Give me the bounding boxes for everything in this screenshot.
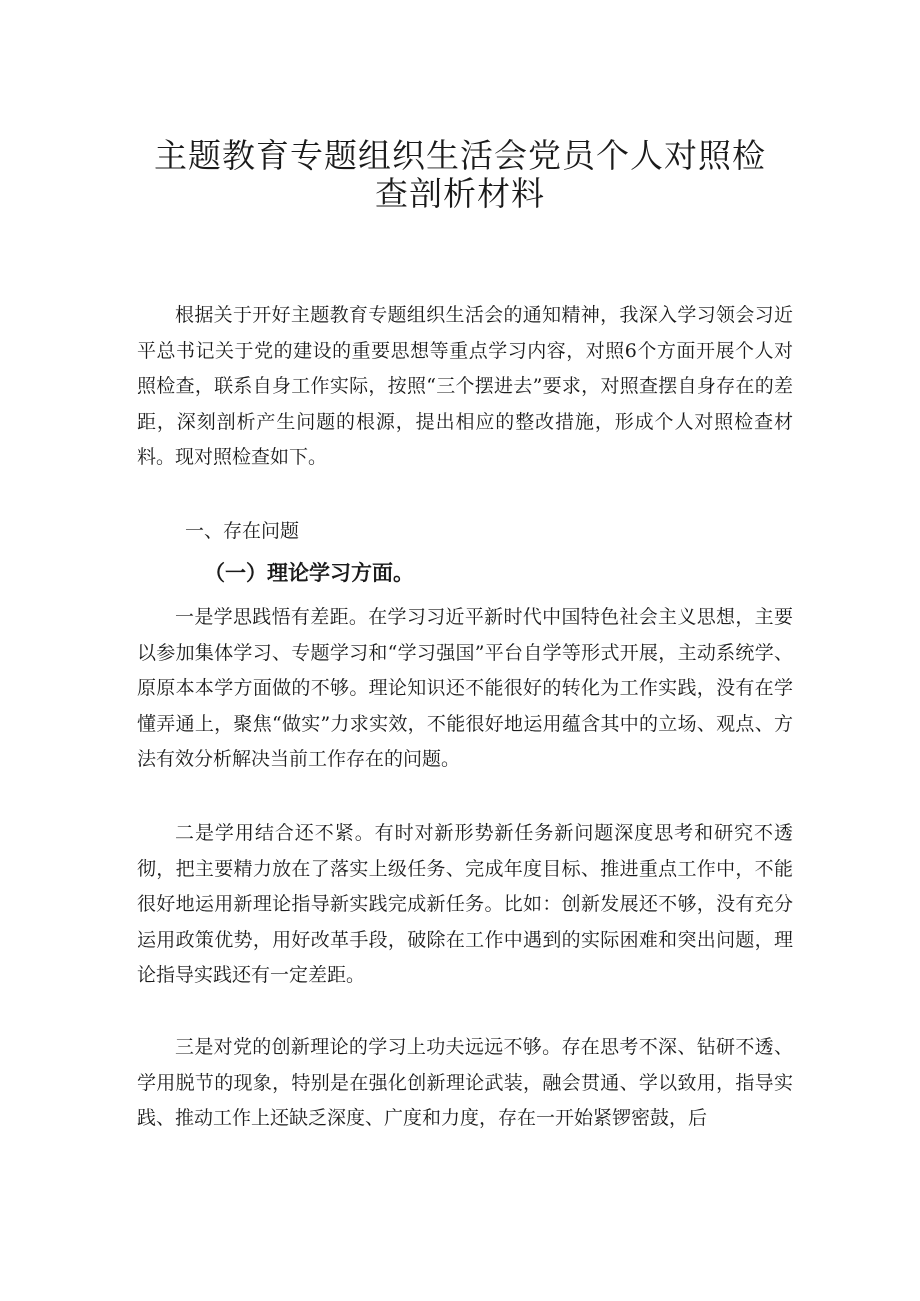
body-paragraph-2: 二是学用结合还不紧。有时对新形势新任务新问题深度思考和研究不透彻，把主要精力放在了落实上级任务、完成年度目标、推进重点工作中，不能很好地运用新理论指导新实践完成新任务。比如：创新发展还不够，没有充分运用政策优势，用好改革手段，破除在工作中遇到的实际困难和突出问题，理论指导实践还有一定差距。 xyxy=(137,822,793,986)
intro-paragraph: 根据关于开好主题教育专题组织生活会的通知精神，我深入学习领会习近平总书记关于党的建设的重要思想等重点学习内容，对照6个方面开展个人对照检查，联系自身工作实际，按照“三个摆进去”要求，对照查摆自身存在的差距，深刻剖析产生问题的根源，提出相应的整改措施，形成个人对照检查材料。现对照检查如下。 xyxy=(137,304,793,468)
document-title-line-1: 主题教育专题组织生活会党员个人对照检 xyxy=(154,136,766,175)
section-heading-problems: 一、存在问题 xyxy=(185,520,300,542)
document-title-line-2: 查剖析材料 xyxy=(375,174,545,213)
body-paragraph-3: 三是对党的创新理论的学习上功夫远远不够。存在思考不深、钻研不透、学用脱节的现象，特别是在强化创新理论武装，融会贯通、学以致用，指导实践、推动工作上还缺乏深度、广度和力度，存在一开始紧锣密鼓，后 xyxy=(137,1036,793,1129)
subsection-heading-theory-study: （一）理论学习方面。 xyxy=(204,561,414,585)
body-paragraph-1: 一是学思践悟有差距。在学习习近平新时代中国特色社会主义思想，主要以参加集体学习、专题学习和“学习强国”平台自学等形式开展，主动系统学、原原本本学方面做的不够。理论知识还不能很好的转化为工作实践，没有在学懂弄通上，聚焦“做实”力求实效，不能很好地运用蕴含其中的立场、观点、方法有效分析解决当前工作存在的问题。 xyxy=(137,606,793,770)
